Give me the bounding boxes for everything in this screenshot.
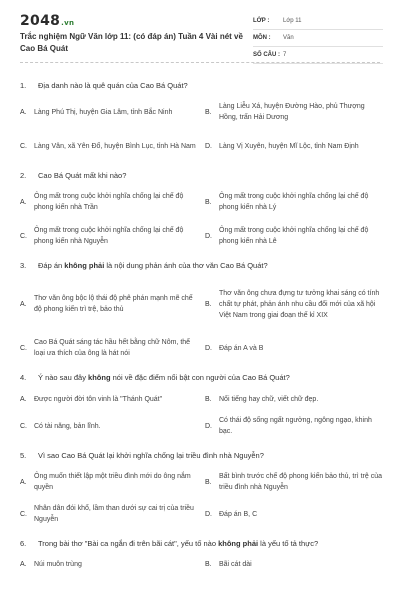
meta-row-grade	[253, 13, 383, 30]
question-text: Đáp án không phải là nội dung phản ánh của thơ văn Cao Bá Quát?	[38, 261, 268, 270]
option-letter: C.	[20, 142, 27, 150]
option-letter: D.	[205, 232, 212, 240]
options	[20, 556, 382, 572]
option-text: Có tài năng, bản lĩnh.	[34, 422, 101, 430]
option-a[interactable]	[20, 278, 197, 330]
option-text: Thơ văn ông chưa đựng tư tưởng khai sáng có tính chất tự phát, phản ánh nhu cầu đổi mới của xã hội Việt Nam trong giai đoạn thế kỉ XIX	[219, 289, 380, 319]
option-letter: A.	[20, 395, 27, 403]
option-text: Có thái độ sống ngất ngưởng, ngông ngạo, khinh bạc.	[219, 417, 372, 435]
options	[20, 278, 382, 362]
option-letter: B.	[205, 108, 212, 116]
options	[20, 390, 382, 440]
option-text: Núi muôn trùng	[34, 560, 82, 568]
option-text: Bãi cát dài	[219, 560, 252, 568]
option-b[interactable]	[205, 556, 382, 572]
meta-label: SỐ CÂU :	[253, 52, 280, 58]
option-a[interactable]	[20, 188, 197, 216]
option-d[interactable]	[205, 334, 382, 362]
option-b[interactable]	[205, 278, 382, 330]
option-b[interactable]	[205, 390, 382, 408]
option-text: Ông mất trong cuộc khởi nghĩa chống lại chế độ phong kiến nhà Nguyễn	[34, 227, 184, 245]
logo-main: 2048	[20, 13, 61, 29]
option-a[interactable]	[20, 98, 197, 126]
question-text: Vì sao Cao Bá Quát lại khởi nghĩa chống lại triều đình nhà Nguyễn?	[38, 451, 264, 460]
question-number: 5.	[20, 451, 27, 460]
option-c[interactable]	[20, 222, 197, 250]
question-4	[0, 362, 400, 440]
site-logo[interactable]	[20, 13, 74, 29]
option-letter: B.	[205, 560, 212, 568]
option-letter: A.	[20, 300, 27, 308]
option-text: Ông mất trong cuộc khởi nghĩa chống lại chế độ phong kiến nhà Trần	[34, 193, 184, 211]
option-letter: D.	[205, 344, 212, 352]
option-letter: A.	[20, 478, 27, 486]
option-text: Nổi tiếng hay chữ, viết chữ đẹp.	[219, 395, 319, 403]
option-d[interactable]	[205, 412, 382, 440]
question-text: Cao Bá Quát mất khi nào?	[38, 171, 127, 180]
option-text: Thơ văn ông bộc lộ thái độ phê phán mạnh mẽ chế độ phong kiến trì trệ, bảo thủ	[34, 295, 193, 313]
option-a[interactable]	[20, 556, 197, 572]
option-text: Làng Vân, xã Yên Đổ, huyện Bình Lục, tỉnh Hà Nam	[34, 142, 196, 150]
meta-info	[253, 13, 383, 64]
option-c[interactable]	[20, 500, 197, 528]
option-a[interactable]	[20, 468, 197, 496]
options	[20, 468, 382, 528]
option-text: Ông muốn thiết lập một triều đình mới do ông nắm quyền	[34, 473, 191, 491]
question-number: 4.	[20, 373, 27, 382]
question-3	[0, 250, 400, 362]
meta-value: Văn	[283, 35, 294, 41]
question-number: 3.	[20, 261, 27, 270]
option-text: Được người đời tôn vinh là "Thánh Quát"	[34, 395, 163, 403]
meta-value: Lớp 11	[283, 18, 302, 24]
option-d[interactable]	[205, 132, 382, 160]
option-text: Nhân dân đói khổ, lầm than dưới sự cai trị của triều Nguyễn	[34, 505, 194, 523]
option-letter: C.	[20, 344, 27, 352]
question-header	[20, 450, 382, 461]
option-letter: A.	[20, 560, 27, 568]
option-letter: D.	[205, 142, 212, 150]
option-d[interactable]	[205, 500, 382, 528]
question-text: Ý nào sau đây không nói về đặc điểm nổi bật con người của Cao Bá Quát?	[38, 373, 290, 382]
meta-row-count	[253, 47, 383, 64]
option-text: Ông mất trong cuộc khởi nghĩa chống lại chế độ phong kiến nhà Lê	[219, 227, 369, 245]
question-text: Trong bài thơ "Bài ca ngắn đi trên bãi cát", yếu tố nào không phải là yếu tố tả thực?	[38, 539, 319, 548]
question-header	[20, 260, 382, 271]
logo-sub: .vn	[61, 19, 75, 27]
question-5	[0, 440, 400, 528]
question-1	[0, 63, 400, 160]
option-text: Bất bình trước chế độ phong kiến bảo thủ, trì trệ của triều đình nhà Nguyễn	[219, 473, 382, 491]
meta-value: 7	[283, 52, 287, 58]
option-c[interactable]	[20, 132, 197, 160]
meta-label: LỚP :	[253, 18, 270, 24]
question-text: Địa danh nào là quê quán của Cao Bá Quát?	[38, 81, 188, 90]
option-b[interactable]	[205, 188, 382, 216]
question-number: 6.	[20, 539, 27, 548]
question-header	[20, 80, 382, 91]
question-number: 1.	[20, 81, 27, 90]
option-letter: D.	[205, 510, 212, 518]
option-d[interactable]	[205, 222, 382, 250]
option-text: Làng Phú Thị, huyện Gia Lâm, tỉnh Bắc Ninh	[34, 108, 173, 116]
question-header	[20, 538, 382, 549]
option-letter: D.	[205, 422, 212, 430]
option-b[interactable]	[205, 98, 382, 126]
question-6	[0, 528, 400, 572]
option-letter: B.	[205, 300, 212, 308]
option-text: Đáp án A và B	[219, 344, 264, 352]
option-text: Đáp án B, C	[219, 510, 258, 518]
option-letter: C.	[20, 510, 27, 518]
option-letter: C.	[20, 422, 27, 430]
question-header	[20, 372, 382, 383]
option-letter: B.	[205, 395, 212, 403]
option-letter: C.	[20, 232, 27, 240]
option-text: Cao Bá Quát sáng tác hầu hết bằng chữ Nôm, thể loại ưa thích của ông là hát nói	[34, 339, 191, 357]
question-header	[20, 170, 382, 181]
option-a[interactable]	[20, 390, 197, 408]
option-c[interactable]	[20, 412, 197, 440]
meta-row-subject	[253, 30, 383, 47]
option-text: Làng Vị Xuyên, huyện Mĩ Lộc, tỉnh Nam Định	[219, 142, 359, 150]
meta-label: MÔN :	[253, 35, 271, 41]
option-letter: B.	[205, 478, 212, 486]
option-b[interactable]	[205, 468, 382, 496]
option-letter: B.	[205, 198, 212, 206]
question-number: 2.	[20, 171, 27, 180]
option-text: Ông mất trong cuộc khởi nghĩa chống lại chế độ phong kiến nhà Lý	[219, 193, 369, 211]
option-letter: A.	[20, 108, 27, 116]
question-2	[0, 160, 400, 250]
options	[20, 188, 382, 250]
option-letter: A.	[20, 198, 27, 206]
option-c[interactable]	[20, 334, 197, 362]
option-text: Làng Liễu Xá, huyện Đường Hào, phủ Thượng Hồng, trấn Hải Dương	[219, 103, 365, 121]
options	[20, 98, 382, 160]
header	[0, 0, 400, 62]
page-title: Trắc nghiệm Ngữ Văn lớp 11: (có đáp án) Tuần 4 Vài nét về Cao Bá Quát	[20, 32, 243, 53]
